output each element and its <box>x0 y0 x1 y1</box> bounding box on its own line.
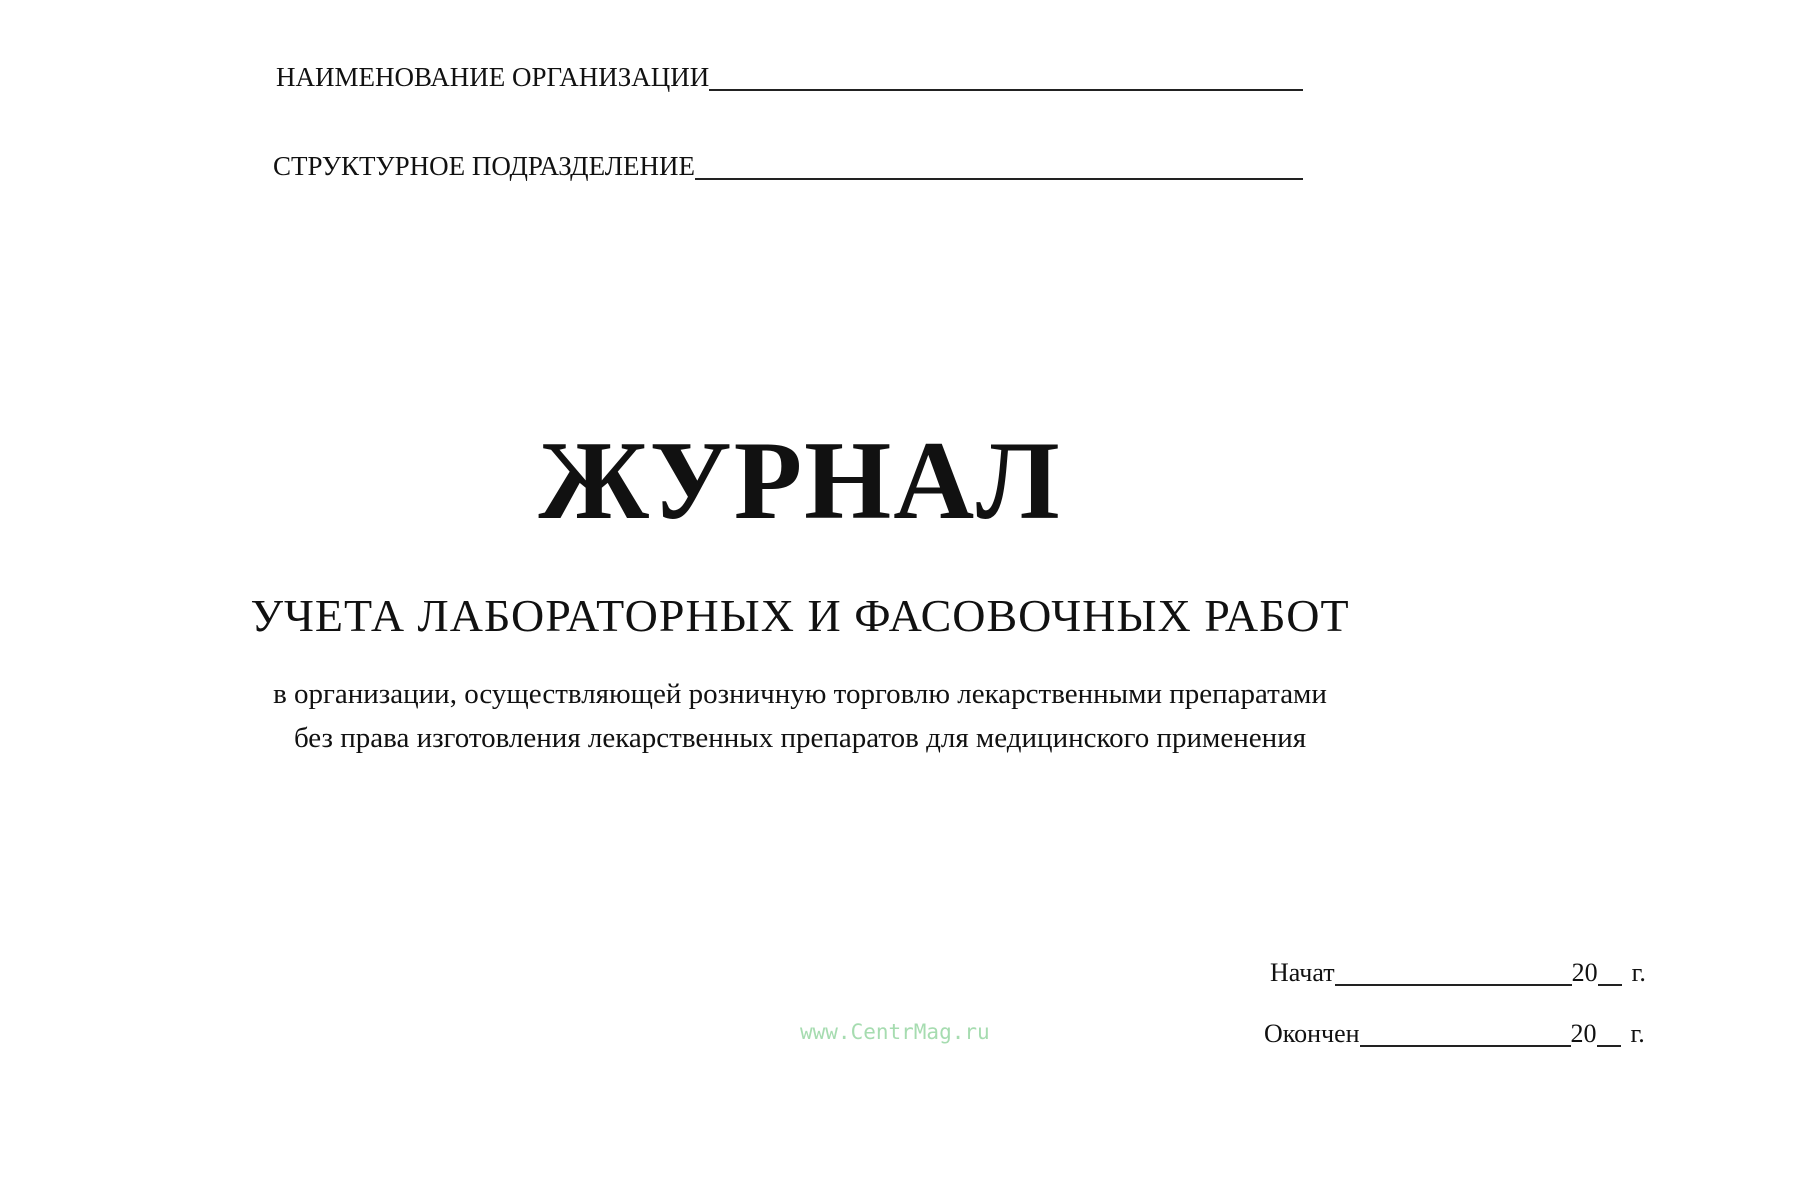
ended-year-blank <box>1597 1025 1621 1047</box>
started-year-suffix: г. <box>1631 958 1646 987</box>
started-blank-line <box>1335 964 1572 986</box>
organization-label: НАИМЕНОВАНИЕ ОРГАНИЗАЦИИ <box>276 62 710 92</box>
division-label: СТРУКТУРНОЕ ПОДРАЗДЕЛЕНИЕ <box>273 151 696 181</box>
description-line-2: без права изготовления лекарственных препаратов для медицинского применения <box>293 722 1307 754</box>
started-year-blank <box>1598 964 1622 986</box>
document-subtitle: УЧЕТА ЛАБОРАТОРНЫХ И ФАСОВОЧНЫХ РАБОТ <box>250 590 1350 641</box>
description-line-1: в организации, осуществляющей розничную торговлю лекарственными препаратами <box>273 678 1327 710</box>
started-label: Начат <box>1270 958 1335 987</box>
ended-date-field <box>1264 1021 1645 1047</box>
started-year-prefix: 20 <box>1571 958 1598 987</box>
division-blank-line <box>695 156 1303 180</box>
watermark: www.CentrMag.ru <box>800 1020 990 1044</box>
organization-field <box>276 64 1303 91</box>
ended-blank-line <box>1360 1025 1571 1047</box>
ended-year-suffix: г. <box>1630 1019 1645 1048</box>
started-date-field <box>1270 960 1646 986</box>
ended-year-prefix: 20 <box>1570 1019 1597 1048</box>
division-field <box>273 153 1303 180</box>
organization-blank-line <box>709 67 1303 91</box>
ended-label: Окончен <box>1264 1019 1360 1048</box>
document-title: ЖУРНАЛ <box>538 419 1062 543</box>
